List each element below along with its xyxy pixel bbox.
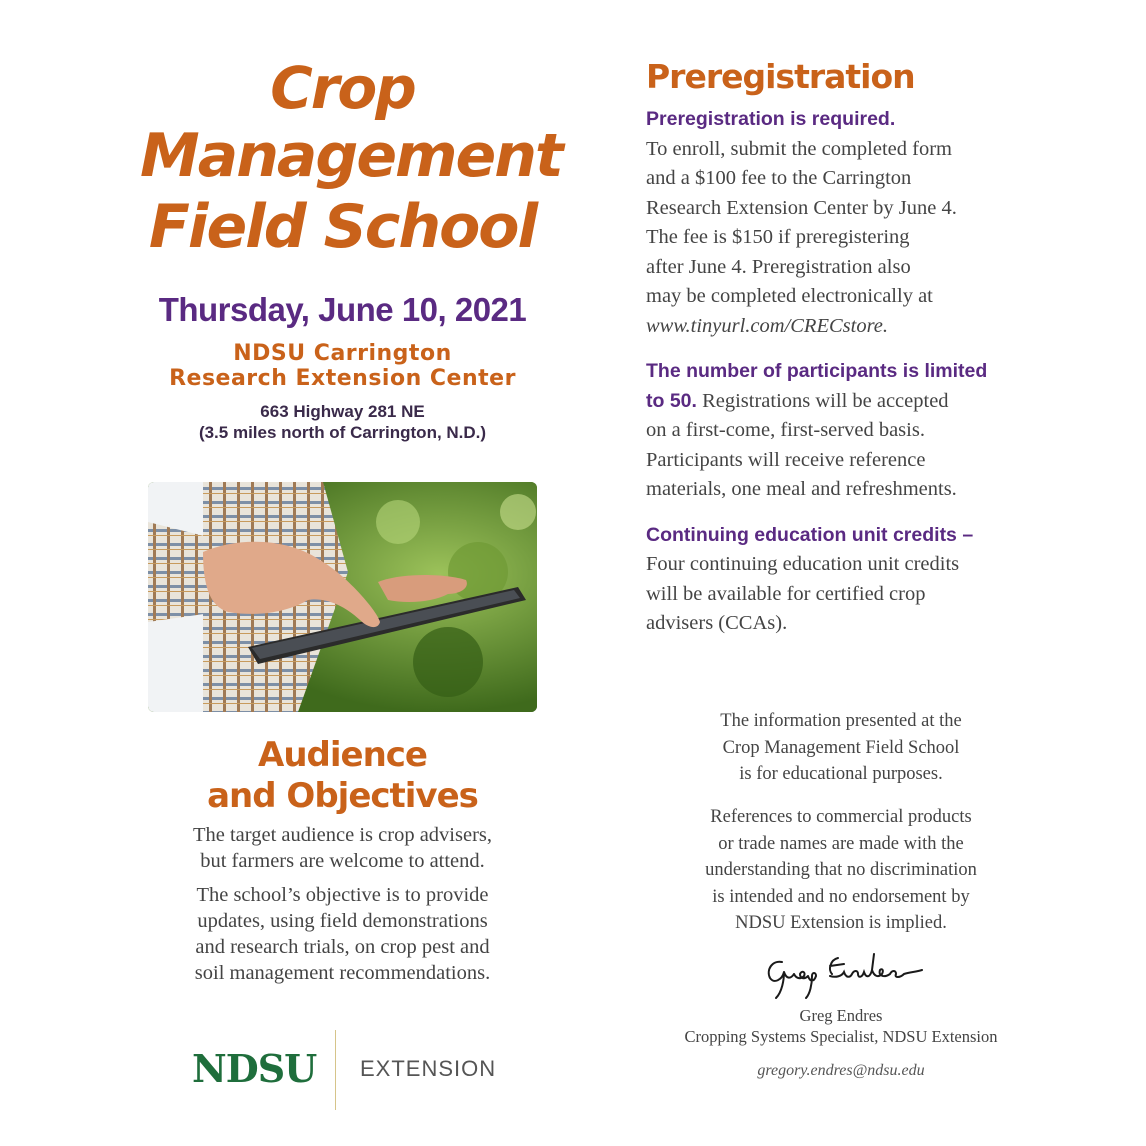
preregistration-heading: Preregistration	[646, 57, 915, 96]
participants-line: materials, one meal and refreshments.	[646, 478, 957, 500]
disclaimer-line: NDSU Extension is implied.	[735, 913, 947, 933]
participants-line: Participants will receive reference	[646, 448, 926, 471]
prereg-line: To enroll, submit the completed form	[646, 137, 952, 160]
ceu-lead: Continuing education unit credits –	[646, 523, 974, 546]
notice-line: Crop Management Field School	[722, 737, 960, 758]
participants-line: on a first-come, first-served basis.	[646, 419, 925, 441]
left-column	[140, 54, 562, 443]
objective-line: updates, using field demonstrations	[197, 910, 488, 932]
event-venue	[140, 341, 545, 391]
audience-heading	[140, 735, 545, 817]
audience-paragraph	[140, 822, 545, 874]
photo-illustration	[148, 482, 537, 712]
preregistration-required: Preregistration is required.	[646, 108, 896, 130]
address-line-2: (3.5 miles north of Carrington, N.D.)	[198, 423, 487, 442]
title-line-2: Management	[140, 121, 562, 191]
participants-limit-number: to 50.	[646, 389, 697, 412]
disclaimer-line: or trade names are made with the	[718, 833, 964, 854]
ceu-line: will be available for certified crop	[646, 582, 926, 605]
crec-store-link[interactable]: www.tinyurl.com/CRECstore.	[646, 314, 889, 337]
signer-block	[646, 1005, 1036, 1047]
audience-heading-line-2: and Objectives	[207, 776, 478, 816]
ceu-line: advisers (CCAs).	[646, 612, 788, 634]
disclaimer-line: understanding that no discrimination	[705, 860, 977, 880]
preregistration-paragraph	[646, 105, 1026, 341]
right-column	[646, 55, 1026, 639]
event-title	[140, 54, 562, 263]
ndsu-wordmark: NDSU	[192, 1046, 317, 1091]
audience-line: but farmers are welcome to attend.	[200, 850, 485, 872]
objective-line: The school’s objective is to provide	[196, 884, 489, 906]
prereg-line: and a $100 fee to the Carrington	[646, 167, 912, 189]
field-tablet-photo	[148, 482, 537, 712]
objective-line: and research trials, on crop pest and	[195, 936, 490, 958]
event-address	[140, 401, 545, 443]
address-line-1: 663 Highway 281 NE	[260, 402, 425, 421]
event-date: Thursday, June 10, 2021	[158, 291, 527, 328]
extension-wordmark: EXTENSION	[360, 1056, 497, 1081]
title-line-1: Crop	[270, 54, 415, 122]
prereg-line: The fee is $150 if preregistering	[646, 226, 910, 248]
title-line-3: Field School	[148, 192, 537, 262]
participants-line: Registrations will be accepted	[696, 389, 949, 412]
prereg-line: may be completed electronically at	[646, 285, 933, 307]
signer-name: Greg Endres	[799, 1006, 883, 1025]
notice-line: is for educational purposes.	[739, 764, 943, 784]
participants-limit-lead: The number of participants is limited	[646, 360, 988, 382]
handwritten-signature	[760, 948, 930, 1003]
prereg-line: Research Extension Center by June 4.	[646, 196, 957, 219]
venue-line-2: Research Extension Center	[169, 366, 516, 391]
participants-paragraph	[646, 357, 1026, 505]
logo-divider	[335, 1030, 336, 1110]
prereg-line: after June 4. Preregistration also	[646, 255, 911, 278]
objective-line: soil management recommendations.	[194, 962, 491, 984]
signer-email[interactable]: gregory.endres@ndsu.edu	[757, 1062, 925, 1079]
disclaimer-line: is intended and no endorsement by	[712, 886, 970, 907]
disclaimer-line: References to commercial products	[710, 807, 972, 827]
ceu-line: Four continuing education unit credits	[646, 553, 960, 575]
signer-title: Cropping Systems Specialist, NDSU Extension	[684, 1027, 998, 1046]
audience-heading-line-1: Audience	[258, 735, 427, 775]
ndsu-extension-logo	[190, 1030, 530, 1110]
objective-paragraph	[140, 882, 545, 986]
notice-line: The information presented at the	[720, 711, 962, 731]
ceu-paragraph	[646, 521, 1026, 639]
audience-line: The target audience is crop advisers,	[192, 824, 493, 846]
educational-purpose-notice	[646, 708, 1036, 788]
venue-line-1: NDSU Carrington	[233, 341, 452, 366]
endorsement-disclaimer	[646, 804, 1036, 937]
